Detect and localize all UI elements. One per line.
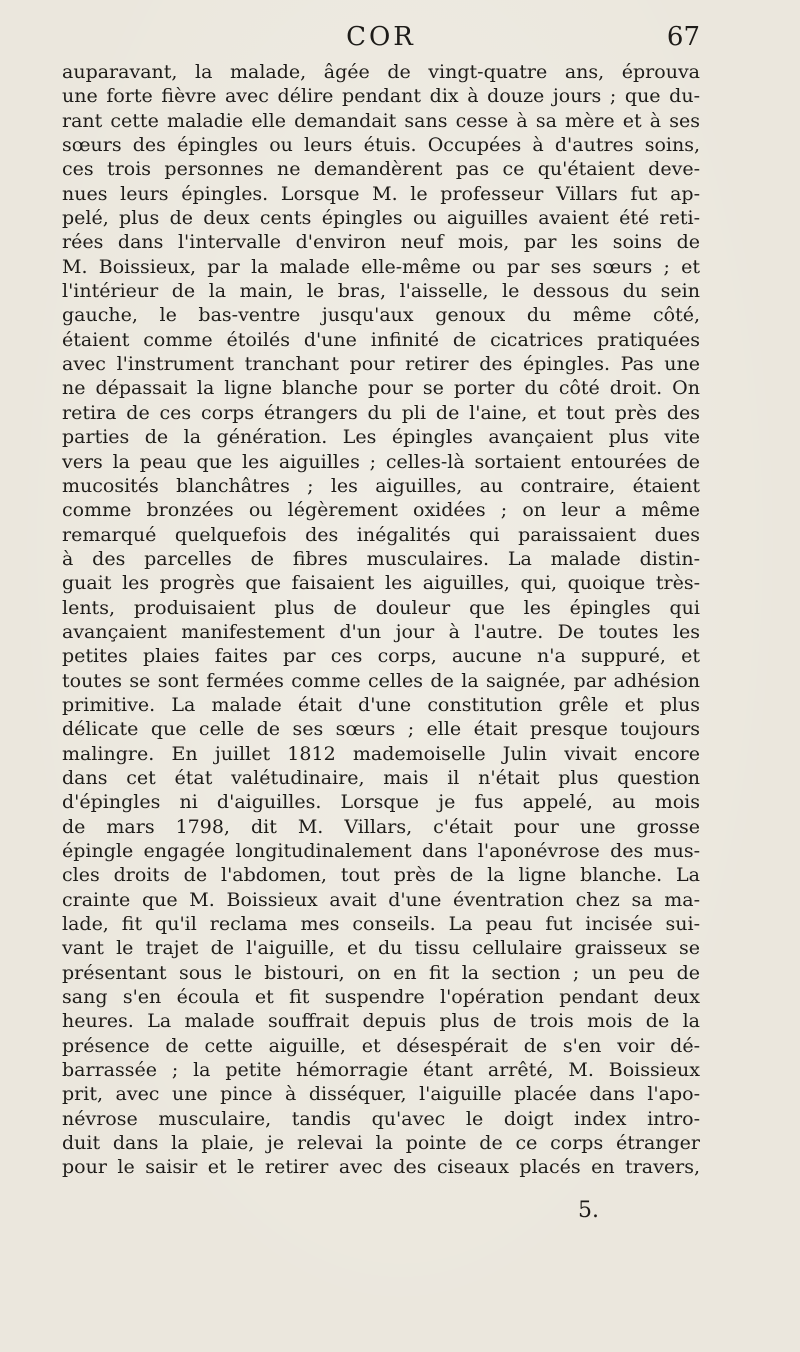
text-line: mucosités blanchâtres ; les aiguilles, au contraire, étaient (62, 474, 700, 497)
text-line: cles droits de l'abdomen, tout près de la ligne blanche. La (62, 864, 700, 887)
text-line: présentant sous le bistouri, on en fit la section ; un peu de (62, 961, 700, 984)
text-line: de mars 1798, dit M. Villars, c'était pour une grosse (62, 815, 700, 838)
text-line: heures. La malade souffrait depuis plus de trois mois de la (62, 1010, 700, 1033)
text-line: toutes se sont fermées comme celles de la saignée, par adhésion (62, 669, 700, 692)
text-line: comme bronzées ou légèrement oxidées ; on leur a même (62, 499, 700, 522)
text-line: rant cette maladie elle demandait sans cesse à sa mère et à ses (62, 109, 700, 132)
text-line: parties de la génération. Les épingles avançaient plus vite (62, 426, 700, 449)
page-header (62, 22, 700, 62)
text-line: prit, avec une pince à disséquer, l'aiguille placée dans l'apo- (62, 1083, 700, 1106)
text-line: auparavant, la malade, âgée de vingt-quatre ans, éprouva (62, 61, 700, 83)
text-line: guait les progrès que faisaient les aiguilles, qui, quoique très- (62, 572, 700, 595)
signature-mark: 5. (578, 1198, 599, 1223)
text-line: rées dans l'intervalle d'environ neuf mois, par les soins de (62, 231, 700, 254)
text-line: pelé, plus de deux cents épingles ou aiguilles avaient été reti- (62, 207, 700, 230)
text-line: M. Boissieux, par la malade elle-même ou par ses sœurs ; et (62, 255, 700, 278)
text-line: avançaient manifestement d'un jour à l'autre. De toutes les (62, 620, 700, 643)
text-line: névrose musculaire, tandis qu'avec le doigt index intro- (62, 1107, 700, 1130)
text-line: d'épingles ni d'aiguilles. Lorsque je fus appelé, au mois (62, 791, 700, 814)
text-line: retira de ces corps étrangers du pli de l'aine, et tout près des (62, 401, 700, 424)
running-head: COR (346, 22, 416, 52)
text-line: gauche, le bas-ventre jusqu'aux genoux du même côté, (62, 304, 700, 327)
text-line: à des parcelles de fibres musculaires. La malade distin- (62, 547, 700, 570)
text-line: ne dépassait la ligne blanche pour se porter du côté droit. On (62, 377, 700, 400)
text-line: barrassée ; la petite hémorragie étant arrêté, M. Boissieux (62, 1059, 700, 1082)
text-line: nues leurs épingles. Lorsque M. le professeur Villars fut ap- (62, 182, 700, 205)
text-line: sœurs des épingles ou leurs étuis. Occupées à d'autres soins, (62, 134, 700, 157)
text-line: vers la peau que les aiguilles ; celles-là sortaient entourées de (62, 450, 700, 473)
text-line: vant le trajet de l'aiguille, et du tissu cellulaire graisseux se (62, 937, 700, 960)
text-line: lade, fit qu'il reclama mes conseils. La peau fut incisée sui- (62, 913, 700, 936)
text-line: sang s'en écoula et fit suspendre l'opération pendant deux (62, 986, 700, 1009)
text-line: étaient comme étoilés d'une infinité de cicatrices pratiquées (62, 328, 700, 351)
page-number: 67 (666, 22, 700, 52)
text-line: avec l'instrument tranchant pour retirer des épingles. Pas une (62, 353, 700, 376)
text-line: primitive. La malade était d'une constitution grêle et plus (62, 693, 700, 716)
body-text (62, 60, 700, 1180)
text-line: délicate que celle de ses sœurs ; elle était presque toujours (62, 718, 700, 741)
text-line: ces trois personnes ne demandèrent pas ce qu'étaient deve- (62, 158, 700, 181)
text-line: crainte que M. Boissieux avait d'une éventration chez sa ma- (62, 888, 700, 911)
text-line: présence de cette aiguille, et désespérait de s'en voir dé- (62, 1034, 700, 1057)
text-line: remarqué quelquefois des inégalités qui paraissaient dues (62, 523, 700, 546)
text-line: pour le saisir et le retirer avec des ciseaux placés en travers, (62, 1156, 700, 1179)
text-line: une forte fièvre avec délire pendant dix à douze jours ; que du- (62, 85, 700, 108)
text-line: épingle engagée longitudinalement dans l'aponévrose des mus- (62, 840, 700, 862)
text-line: petites plaies faites par ces corps, aucune n'a suppuré, et (62, 645, 700, 668)
text-line: l'intérieur de la main, le bras, l'aisselle, le dessous du sein (62, 280, 700, 303)
text-line: lents, produisaient plus de douleur que les épingles qui (62, 596, 700, 619)
text-line: dans cet état valétudinaire, mais il n'était plus question (62, 766, 700, 789)
text-line: duit dans la plaie, je relevai la pointe de ce corps étranger (62, 1132, 700, 1155)
text-line: malingre. En juillet 1812 mademoiselle Julin vivait encore (62, 742, 700, 765)
